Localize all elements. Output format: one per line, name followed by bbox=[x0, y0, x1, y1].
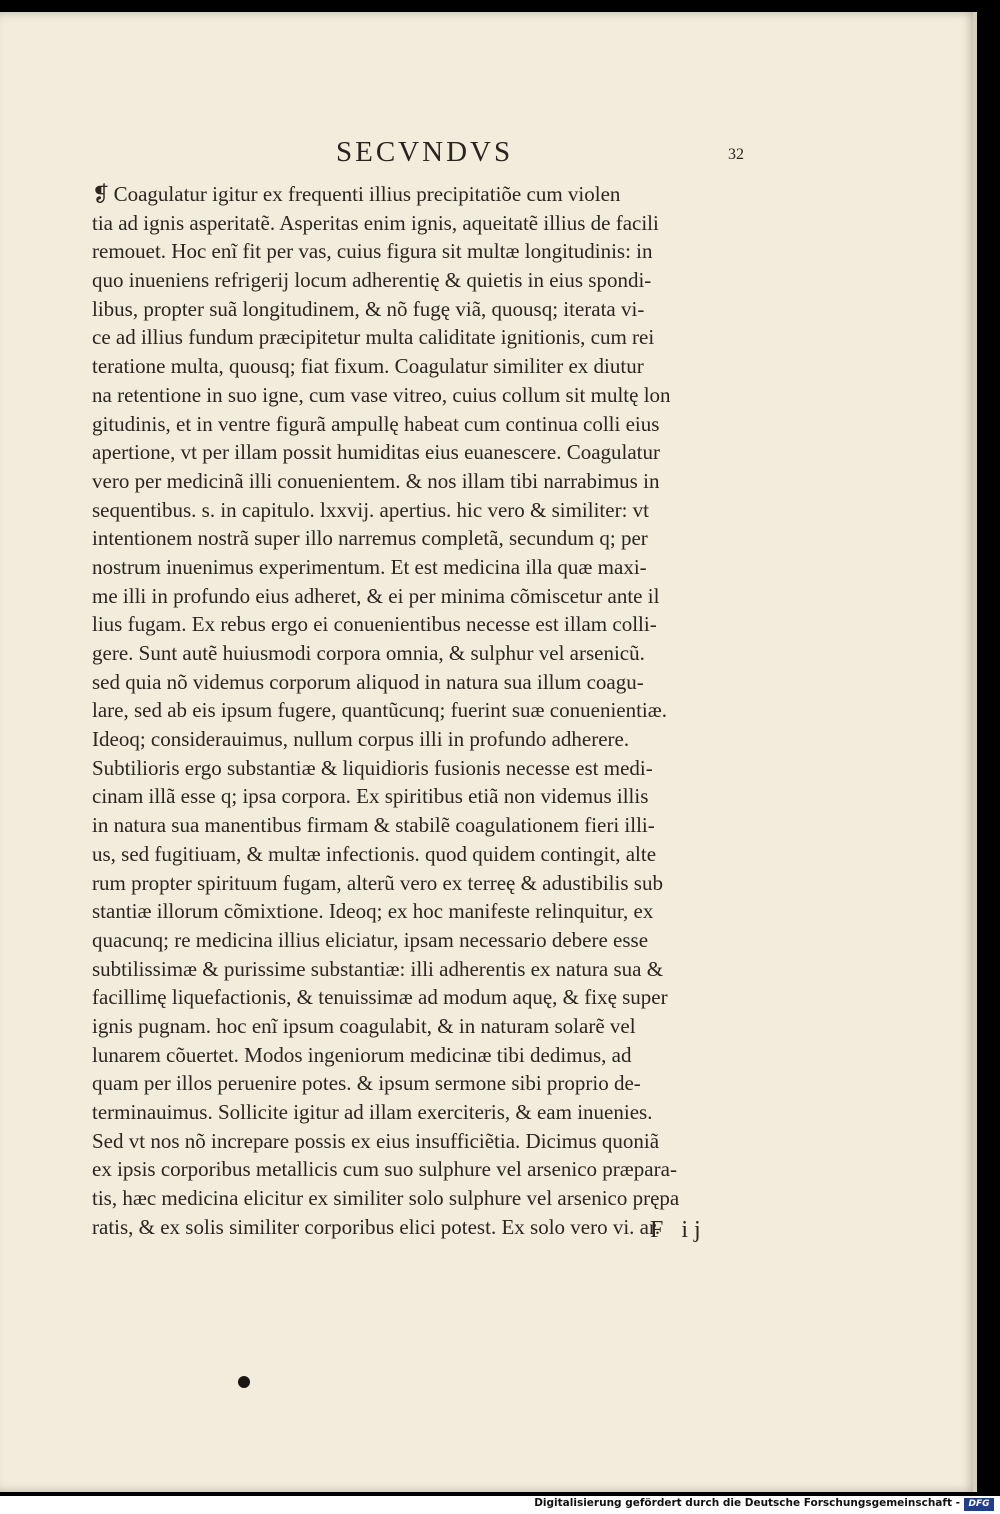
text-line bbox=[92, 1069, 752, 1098]
text-line bbox=[92, 438, 752, 467]
line-text: ce ad illius fundum præcipitetur multa caliditate ignitionis, cum rei bbox=[92, 325, 655, 350]
text-line bbox=[92, 897, 752, 926]
text-line bbox=[92, 582, 752, 611]
line-text: Sed vt nos nõ increpare possis ex eius insufficiẽtia. Dicimus quoniã bbox=[92, 1128, 660, 1153]
line-text: tia ad ignis asperitatẽ. Asperitas enim ignis, aqueitatẽ illius de facili bbox=[92, 210, 659, 235]
line-text: lius fugam. Ex rebus ergo ei conuenientibus necesse est illam colli- bbox=[92, 612, 657, 637]
text-line bbox=[92, 524, 752, 553]
line-text: teratione multa, quousq; fiat fixum. Coagulatur similiter ex diutur bbox=[92, 354, 644, 379]
text-line bbox=[92, 496, 752, 525]
line-text: lunarem cõuertet. Modos ingeniorum medicinæ tibi dedimus, ad bbox=[92, 1042, 632, 1067]
line-text: intentionem nostrã super illo narremus completã, secundum q; per bbox=[92, 526, 648, 551]
line-text: Ideoq; considerauimus, nullum corpus illi in profundo adherere. bbox=[92, 727, 630, 752]
line-text: ratis, & ex solis similiter corporibus elici potest. Ex solo vero vi. ar. bbox=[92, 1214, 661, 1239]
line-text: apertione, vt per illam possit humiditas eius euanescere. Coagulatur bbox=[92, 440, 661, 465]
text-line bbox=[92, 410, 752, 439]
line-text: stantiæ illorum cõmixtione. Ideoq; ex hoc manifeste relinquitur, ex bbox=[92, 899, 654, 924]
dfg-logo-icon: DFG bbox=[964, 1498, 994, 1511]
text-line bbox=[92, 381, 752, 410]
text-line bbox=[92, 782, 752, 811]
page-header bbox=[0, 124, 977, 174]
line-text: remouet. Hoc enĩ fit per vas, cuius figura sit multæ longitudinis: in bbox=[92, 239, 653, 264]
text-line bbox=[92, 352, 752, 381]
text-line bbox=[92, 696, 752, 725]
text-line bbox=[92, 1184, 752, 1213]
pilcrow-icon: ❡ bbox=[92, 182, 110, 206]
line-text: gere. Sunt autẽ huiusmodi corpora omnia, & sulphur vel arsenicũ. bbox=[92, 641, 645, 665]
text-line bbox=[92, 323, 752, 352]
signature-mark: F ij bbox=[650, 1217, 707, 1243]
text-line bbox=[92, 955, 752, 984]
line-text: nostrum inuenimus experimentum. Et est medicina illa quæ maxi- bbox=[92, 554, 647, 579]
body-text bbox=[92, 180, 752, 1241]
text-line bbox=[92, 639, 752, 668]
running-title: SECVNDVS bbox=[336, 136, 514, 168]
text-line bbox=[92, 983, 752, 1012]
line-text: terminauimus. Sollicite igitur ad illam exerciteris, & eam inuenies. bbox=[92, 1100, 653, 1124]
text-line bbox=[92, 754, 752, 783]
text-line bbox=[92, 180, 752, 209]
text-line bbox=[92, 467, 752, 496]
text-line bbox=[92, 926, 752, 955]
page-number: 32 bbox=[728, 146, 744, 163]
text-line bbox=[92, 1041, 752, 1070]
line-text: na retentione in suo igne, cum vase vitreo, cuius collum sit multę lon bbox=[92, 382, 671, 407]
line-text: cinam illã esse q; ipsa corpora. Ex spiritibus etiã non videmus illis bbox=[92, 784, 649, 809]
text-line bbox=[92, 668, 752, 697]
line-text: subtilissimæ & purissime substantiæ: illi adherentis ex natura sua & bbox=[92, 956, 664, 981]
line-text: sed quia nõ videmus corporum aliquod in natura sua illum coagu- bbox=[92, 669, 644, 694]
line-text: ignis pugnam. hoc enĩ ipsum coagulabit, & in naturam solarẽ vel bbox=[92, 1013, 636, 1038]
line-text: gitudinis, et in ventre figurã ampullę habeat cum continua colli eius bbox=[92, 411, 660, 436]
text-line bbox=[92, 869, 752, 898]
text-line bbox=[92, 1098, 752, 1127]
ink-dot bbox=[238, 1376, 250, 1388]
line-text: quo inueniens refrigerij locum adherentię & quietis in eius spondi- bbox=[92, 268, 652, 293]
line-text: sequentibus. s. in capitulo. lxxvij. apertius. hic vero & similiter: vt bbox=[92, 497, 650, 522]
book-page bbox=[0, 12, 977, 1492]
text-line bbox=[92, 610, 752, 639]
text-line bbox=[92, 811, 752, 840]
text-line bbox=[92, 1012, 752, 1041]
text-line bbox=[92, 1127, 752, 1156]
line-text: libus, propter suã longitudinem, & nõ fugę viã, quousq; iterata vi- bbox=[92, 296, 645, 321]
text-line bbox=[92, 840, 752, 869]
line-text: lare, sed ab eis ipsum fugere, quantũcunq; fuerint suæ conuenientiæ. bbox=[92, 698, 668, 723]
line-text: Subtilioris ergo substantiæ & liquidioris fusionis necesse est medi- bbox=[92, 755, 653, 780]
line-text: vero per medicinã illi conuenientem. & nos illam tibi narrabimus in bbox=[92, 468, 660, 493]
line-text: quacunq; re medicina illius eliciatur, ipsam necessario debere esse bbox=[92, 927, 649, 952]
text-line bbox=[92, 725, 752, 754]
text-line bbox=[92, 266, 752, 295]
line-text: tis, hæc medicina elicitur ex similiter solo sulphure vel arsenico prępa bbox=[92, 1186, 680, 1211]
funding-credit: Digitalisierung gefördert durch die Deutsche Forschungsgemeinschaft - bbox=[534, 1497, 960, 1509]
text-line bbox=[92, 209, 752, 238]
line-text: ex ipsis corporibus metallicis cum suo sulphure vel arsenico præpara- bbox=[92, 1157, 677, 1182]
text-line bbox=[92, 295, 752, 324]
line-text: quam per illos peruenire potes. & ipsum sermone sibi proprio de- bbox=[92, 1071, 641, 1096]
footer-bar bbox=[0, 1496, 1000, 1514]
line-text: Coagulatur igitur ex frequenti illius precipitatiõe cum violen bbox=[113, 182, 621, 206]
line-text: me illi in profundo eius adheret, & ei per minima cõmiscetur ante il bbox=[92, 583, 660, 608]
line-text: in natura sua manentibus firmam & stabilẽ coagulationem fieri illi- bbox=[92, 813, 655, 838]
text-line bbox=[92, 1155, 752, 1184]
line-text: facillimę liquefactionis, & tenuissimæ ad modum aquę, & fixę super bbox=[92, 985, 668, 1010]
text-line bbox=[92, 237, 752, 266]
line-text: rum propter spirituum fugam, alterũ vero ex terreę & adustibilis sub bbox=[92, 870, 663, 895]
line-text: us, sed fugitiuam, & multæ infectionis. quod quidem contingit, alte bbox=[92, 841, 657, 866]
text-line bbox=[92, 553, 752, 582]
